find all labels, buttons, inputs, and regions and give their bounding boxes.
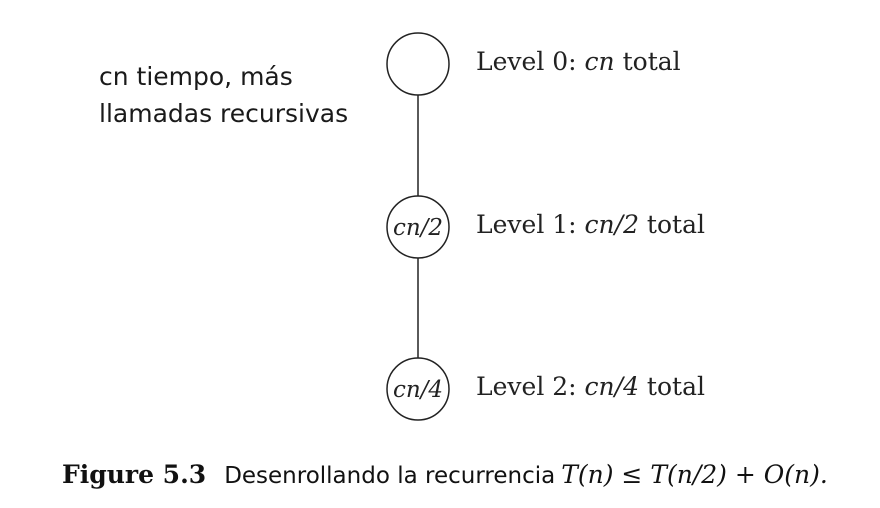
level-1-label [476,210,705,239]
level-1-prefix: Level 1: [476,210,585,239]
caption-text: Desenrollando la recurrencia [224,463,556,489]
level-1-math: cn/2 [584,210,639,239]
tree-node-label-1: cn/2 [392,215,444,241]
level-0-suffix: total [614,47,681,76]
level-2-label [476,372,705,401]
annotation-line-2: llamadas recursivas [99,99,349,128]
level-2-math: cn/4 [584,372,639,401]
tree-node-label-2: cn/4 [392,377,444,403]
level-0-label [476,47,681,76]
level-1-suffix: total [638,210,705,239]
level-0-prefix: Level 0: [476,47,585,76]
caption-equation: T(n) ≤ T(n/2) + O(n). [561,460,828,489]
level-0-math: cn [584,47,615,76]
figure-caption [62,460,828,490]
tree-node-level-0 [387,33,449,95]
figure-number: Figure 5.3 [62,460,207,489]
annotation-line-1: cn tiempo, más [99,62,293,91]
level-2-suffix: total [638,372,705,401]
level-2-prefix: Level 2: [476,372,585,401]
